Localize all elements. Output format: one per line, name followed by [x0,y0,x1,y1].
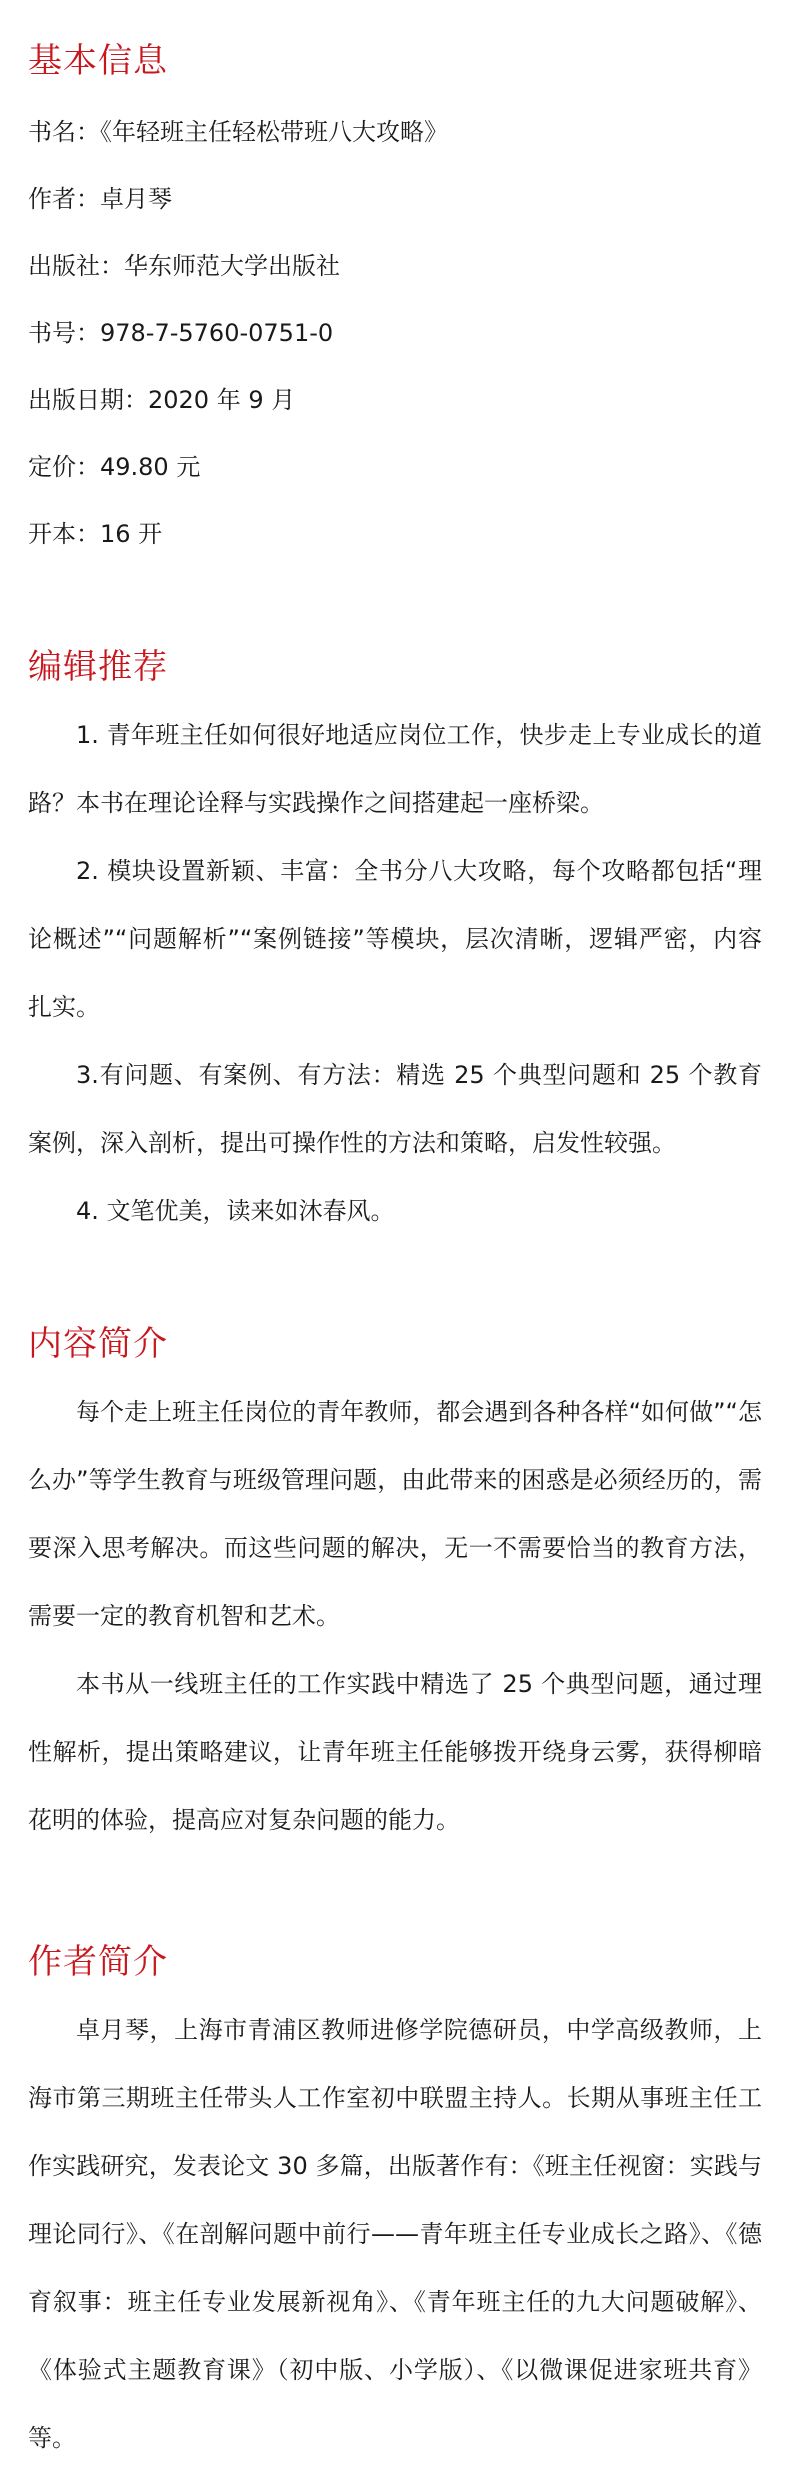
editor-recommend-paragraph: 4. 文笔优美，读来如沐春风。 [76,1197,395,1225]
content-intro-heading: 内容简介 [28,1324,168,1364]
basic-info-section [28,41,762,589]
format-line: 开本：16 开 [28,520,163,548]
publisher-line: 出版社：华东师范大学出版社 [28,252,340,280]
book-title-line: 书名：《年轻班主任轻松带班八大攻略》 [28,118,448,146]
editor-recommend-heading: 编辑推荐 [28,647,168,687]
author-line: 作者：卓月琴 [28,185,172,213]
editor-recommend-paragraph: 2. 模块设置新颖、丰富：全书分八大攻略，每个攻略都包括“理论概述”“问题解析”“案例链接”等模块，层次清晰，逻辑严密，内容扎实。 [28,857,762,1021]
publish-date-line: 出版日期：2020 年 9 月 [28,386,296,414]
price-line: 定价：49.80 元 [28,453,201,481]
content-intro-paragraph: 本书从一线班主任的工作实践中精选了 25 个典型问题，通过理性解析，提出策略建议，让青年班主任能够拨开绕身云雾，获得柳暗花明的体验，提高应对复杂问题的能力。 [28,1670,762,1834]
editor-recommend-paragraph: 3.有问题、有案例、有方法：精选 25 个典型问题和 25 个教育案例，深入剖析，提出可操作性的方法和策略，启发性较强。 [28,1061,762,1157]
isbn-line: 书号：978-7-5760-0751-0 [28,319,334,347]
editor-recommend-section [28,647,762,1245]
author-intro-heading: 作者简介 [28,1942,168,1982]
basic-info-heading: 基本信息 [28,41,168,81]
content-intro-paragraph: 每个走上班主任岗位的青年教师，都会遇到各种各样“如何做”“怎么办”等学生教育与班级管理问题，由此带来的困惑是必须经历的，需要深入思考解决。而这些问题的解决，无一不需要恰当的教育方法，需要一定的教育机智和艺术。 [28,1398,762,1630]
author-intro-paragraph: 卓月琴，上海市青浦区教师进修学院德研员，中学高级教师，上海市第三期班主任带头人工作室初中联盟主持人。长期从事班主任工作实践研究，发表论文 30 多篇，出版著作有：《班主任视窗：实践与理论同行》、《在剖解问题中前行——青年班主任专业成长之路》、《德育叙事：班主任专业发展新视角》、《青年班主任的九大问题破解》、《体验式主题教育课》（初中版、小学版）、《以微课促进家班共育》等。 [28,2016,762,2452]
author-intro-section [28,1942,762,2472]
content-intro-section [28,1324,762,1854]
editor-recommend-paragraph: 1. 青年班主任如何很好地适应岗位工作，快步走上专业成长的道路？本书在理论诠释与实践操作之间搭建起一座桥梁。 [28,721,762,817]
